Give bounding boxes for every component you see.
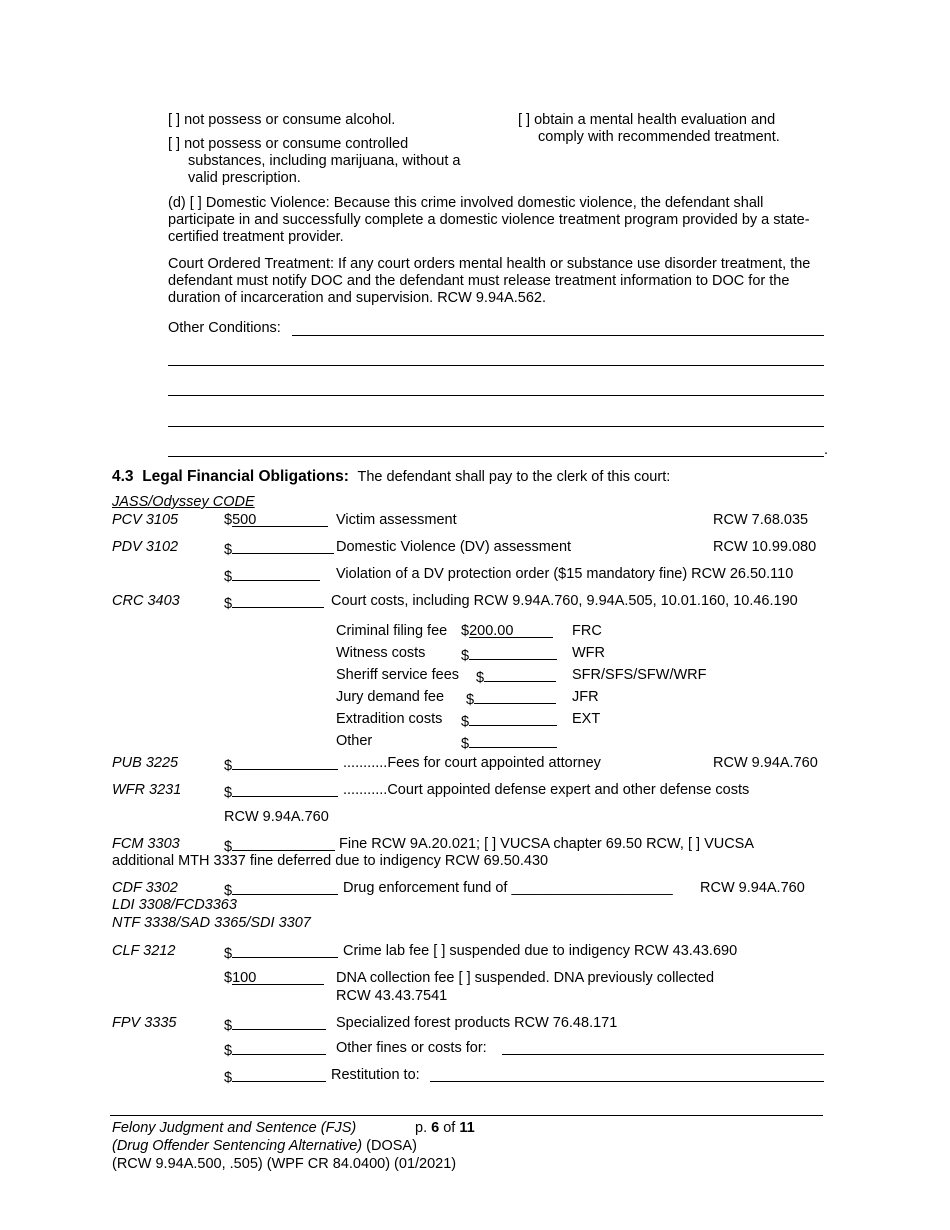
- extradition-amount: [469, 711, 557, 726]
- victim-label: Victim assessment: [336, 512, 457, 528]
- dollar-sign: $: [224, 1070, 233, 1086]
- pub-label: ...........Fees for court appointed attorney: [343, 755, 601, 771]
- page-prefix: p.: [415, 1120, 428, 1136]
- victim-rcw: RCW 7.68.035: [713, 512, 809, 528]
- lfo-heading: [112, 468, 670, 486]
- dna-amount: 100: [232, 970, 324, 985]
- lfo-heading-text: The defendant shall pay to the clerk of this court:: [357, 469, 671, 485]
- subfee-extradition: Extradition costs: [336, 711, 443, 727]
- court-ordered-treatment: Court Ordered Treatment: If any court orders mental health or substance use disorder treatment, the defendant must notify DOC and the defendant must release treatment information to DOC for the duration of incarceration and supervision. RCW 9.94A.562.: [168, 256, 811, 306]
- dna-rcw: RCW 43.43.7541: [336, 988, 448, 1004]
- subfee-extradition-code: EXT: [572, 711, 601, 727]
- page-of: of: [443, 1120, 456, 1136]
- footer-divider: [110, 1115, 823, 1116]
- dollar-sign: $: [224, 569, 233, 585]
- code-pcv: PCV 3105: [112, 512, 179, 528]
- dollar-sign: $: [466, 692, 475, 708]
- footer-rcw: (RCW 9.94A.500, .505) (WPF CR 84.0400) (01/2021): [112, 1156, 457, 1172]
- subfee-jury-code: JFR: [572, 689, 599, 705]
- other-conditions-line-3[interactable]: [168, 395, 824, 396]
- page-total: 11: [459, 1120, 475, 1136]
- code-pdv: PDV 3102: [112, 539, 179, 555]
- other-conditions-line-5[interactable]: [168, 456, 824, 457]
- other-conditions-line-1[interactable]: [292, 335, 824, 336]
- other-conditions-label: Other Conditions:: [168, 320, 281, 336]
- lfo-heading-title: Legal Financial Obligations:: [142, 468, 349, 485]
- victim-amount-field[interactable]: [224, 512, 328, 529]
- code-cdf: CDF 3302: [112, 880, 178, 896]
- code-crc: CRC 3403: [112, 593, 180, 609]
- subfee-sheriff-code: SFR/SFS/SFW/WRF: [572, 667, 707, 683]
- code-ntf: NTF 3338/SAD 3365/SDI 3307: [112, 915, 311, 931]
- subfee-witness-amount[interactable]: [461, 645, 557, 665]
- dollar-sign: $: [224, 596, 233, 612]
- other-fines-line[interactable]: [502, 1054, 824, 1055]
- page-current: 6: [431, 1120, 440, 1136]
- footer-page-number: [415, 1120, 475, 1137]
- other-fines-label: Other fines or costs for:: [336, 1040, 487, 1056]
- fpv-amount-field[interactable]: [224, 1015, 326, 1035]
- dollar-sign: $: [224, 883, 233, 899]
- subfee-sheriff: Sheriff service fees: [336, 667, 460, 683]
- wfr-label: ...........Court appointed defense expert and other defense costs: [343, 782, 750, 798]
- dollar-sign: $: [224, 839, 233, 855]
- other-amount: [469, 733, 557, 748]
- subfee-other-amount[interactable]: [461, 733, 557, 753]
- court-label: Court costs, including RCW 9.94A.760, 9.94A.505, 10.01.160, 10.46.190: [331, 593, 798, 609]
- cdf-amount-field[interactable]: [224, 880, 338, 900]
- clf-amount-field[interactable]: [224, 943, 338, 963]
- court-amount-field[interactable]: [224, 593, 324, 613]
- dollar-sign: $: [461, 714, 470, 730]
- jury-amount: [474, 689, 556, 704]
- fpv-label: Specialized forest products RCW 76.48.171: [336, 1015, 618, 1031]
- code-ldi: LDI 3308/FCD3363: [112, 897, 237, 913]
- dollar-sign: $: [224, 542, 233, 558]
- code-fpv: FPV 3335: [112, 1015, 177, 1031]
- sheriff-amount: [484, 667, 556, 682]
- subfee-extradition-amount[interactable]: [461, 711, 557, 731]
- condition-controlled-substances: [ ] not possess or consume controlled substances, including marijuana, without a valid prescription.: [168, 136, 461, 186]
- dna-label: DNA collection fee [ ] suspended. DNA previously collected: [336, 970, 715, 986]
- dv-amount-field[interactable]: [224, 539, 334, 559]
- dollar-sign: $: [224, 946, 233, 962]
- dvpo-amount-field[interactable]: [224, 566, 320, 586]
- witness-amount: [469, 645, 557, 660]
- fcm-continuation: additional MTH 3337 fine deferred due to indigency RCW 69.50.430: [112, 853, 549, 869]
- dollar-sign: $: [476, 670, 485, 686]
- subfee-criminal-filing: Criminal filing fee: [336, 623, 448, 639]
- wfr-amount-field[interactable]: [224, 782, 338, 802]
- cdf-label: Drug enforcement fund of ____________________: [343, 880, 673, 896]
- code-clf: CLF 3212: [112, 943, 176, 959]
- subfee-criminal-filing-amount[interactable]: [461, 623, 553, 640]
- clf-label: Crime lab fee [ ] suspended due to indigency RCW 43.43.690: [343, 943, 738, 959]
- subfee-jury: Jury demand fee: [336, 689, 445, 705]
- subfee-jury-amount[interactable]: [466, 689, 556, 709]
- other-fines-amount-field[interactable]: [224, 1040, 326, 1060]
- dv-label: Domestic Violence (DV) assessment: [336, 539, 572, 555]
- dollar-sign: $: [224, 512, 233, 528]
- dollar-sign: $: [461, 623, 470, 639]
- condition-mental-health: [ ] obtain a mental health evaluation and comply with recommended treatment.: [518, 112, 780, 145]
- victim-amount: 500: [232, 512, 328, 527]
- dollar-sign: $: [461, 736, 470, 752]
- footer-subtitle-plain: (DOSA): [366, 1138, 417, 1154]
- code-wfr: WFR 3231: [112, 782, 182, 798]
- subfee-criminal-filing-code: FRC: [572, 623, 602, 639]
- footer-subtitle-italic: (Drug Offender Sentencing Alternative): [112, 1138, 363, 1154]
- code-header: JASS/Odyssey CODE: [112, 494, 255, 510]
- dollar-sign: $: [224, 758, 233, 774]
- condition-domestic-violence: (d) [ ] Domestic Violence: Because this crime involved domestic violence, the defendant shall participate in and successfully complete a domestic violence treatment program provided by a state-certified treatment provider.: [168, 195, 810, 245]
- other-conditions-line-2[interactable]: [168, 365, 824, 366]
- dollar-sign: $: [224, 1018, 233, 1034]
- subfee-other: Other: [336, 733, 373, 749]
- dv-rcw: RCW 10.99.080: [713, 539, 817, 555]
- wfr-rcw: RCW 9.94A.760: [224, 809, 329, 825]
- restitution-amount-field[interactable]: [224, 1067, 326, 1087]
- lfo-heading-number: 4.3: [112, 468, 134, 485]
- other-conditions-line-4[interactable]: [168, 426, 824, 427]
- subfee-witness-code: WFR: [572, 645, 606, 661]
- restitution-label: Restitution to:: [331, 1067, 420, 1083]
- dna-amount-field[interactable]: [224, 970, 324, 987]
- subfee-witness: Witness costs: [336, 645, 426, 661]
- subfee-sheriff-amount[interactable]: [476, 667, 556, 687]
- dollar-sign: $: [224, 1043, 233, 1059]
- pub-rcw: RCW 9.94A.760: [713, 755, 818, 771]
- fcm-label: Fine RCW 9A.20.021; [ ] VUCSA chapter 69.50 RCW, [ ] VUCSA: [339, 836, 755, 852]
- other-conditions-period: .: [824, 442, 829, 458]
- cdf-rcw: RCW 9.94A.760: [700, 880, 805, 896]
- condition-alcohol: [ ] not possess or consume alcohol.: [168, 112, 396, 128]
- restitution-line[interactable]: [430, 1081, 824, 1082]
- dollar-sign: $: [224, 785, 233, 801]
- code-pub: PUB 3225: [112, 755, 179, 771]
- dvpo-label: Violation of a DV protection order ($15 mandatory fine) RCW 26.50.110: [336, 566, 794, 582]
- footer-title: Felony Judgment and Sentence (FJS): [112, 1120, 357, 1136]
- criminal-filing-amount: 200.00: [469, 623, 553, 638]
- footer-subtitle: [112, 1138, 417, 1155]
- dollar-sign: $: [224, 970, 233, 986]
- dollar-sign: $: [461, 648, 470, 664]
- pub-amount-field[interactable]: [224, 755, 338, 775]
- code-fcm: FCM 3303: [112, 836, 180, 852]
